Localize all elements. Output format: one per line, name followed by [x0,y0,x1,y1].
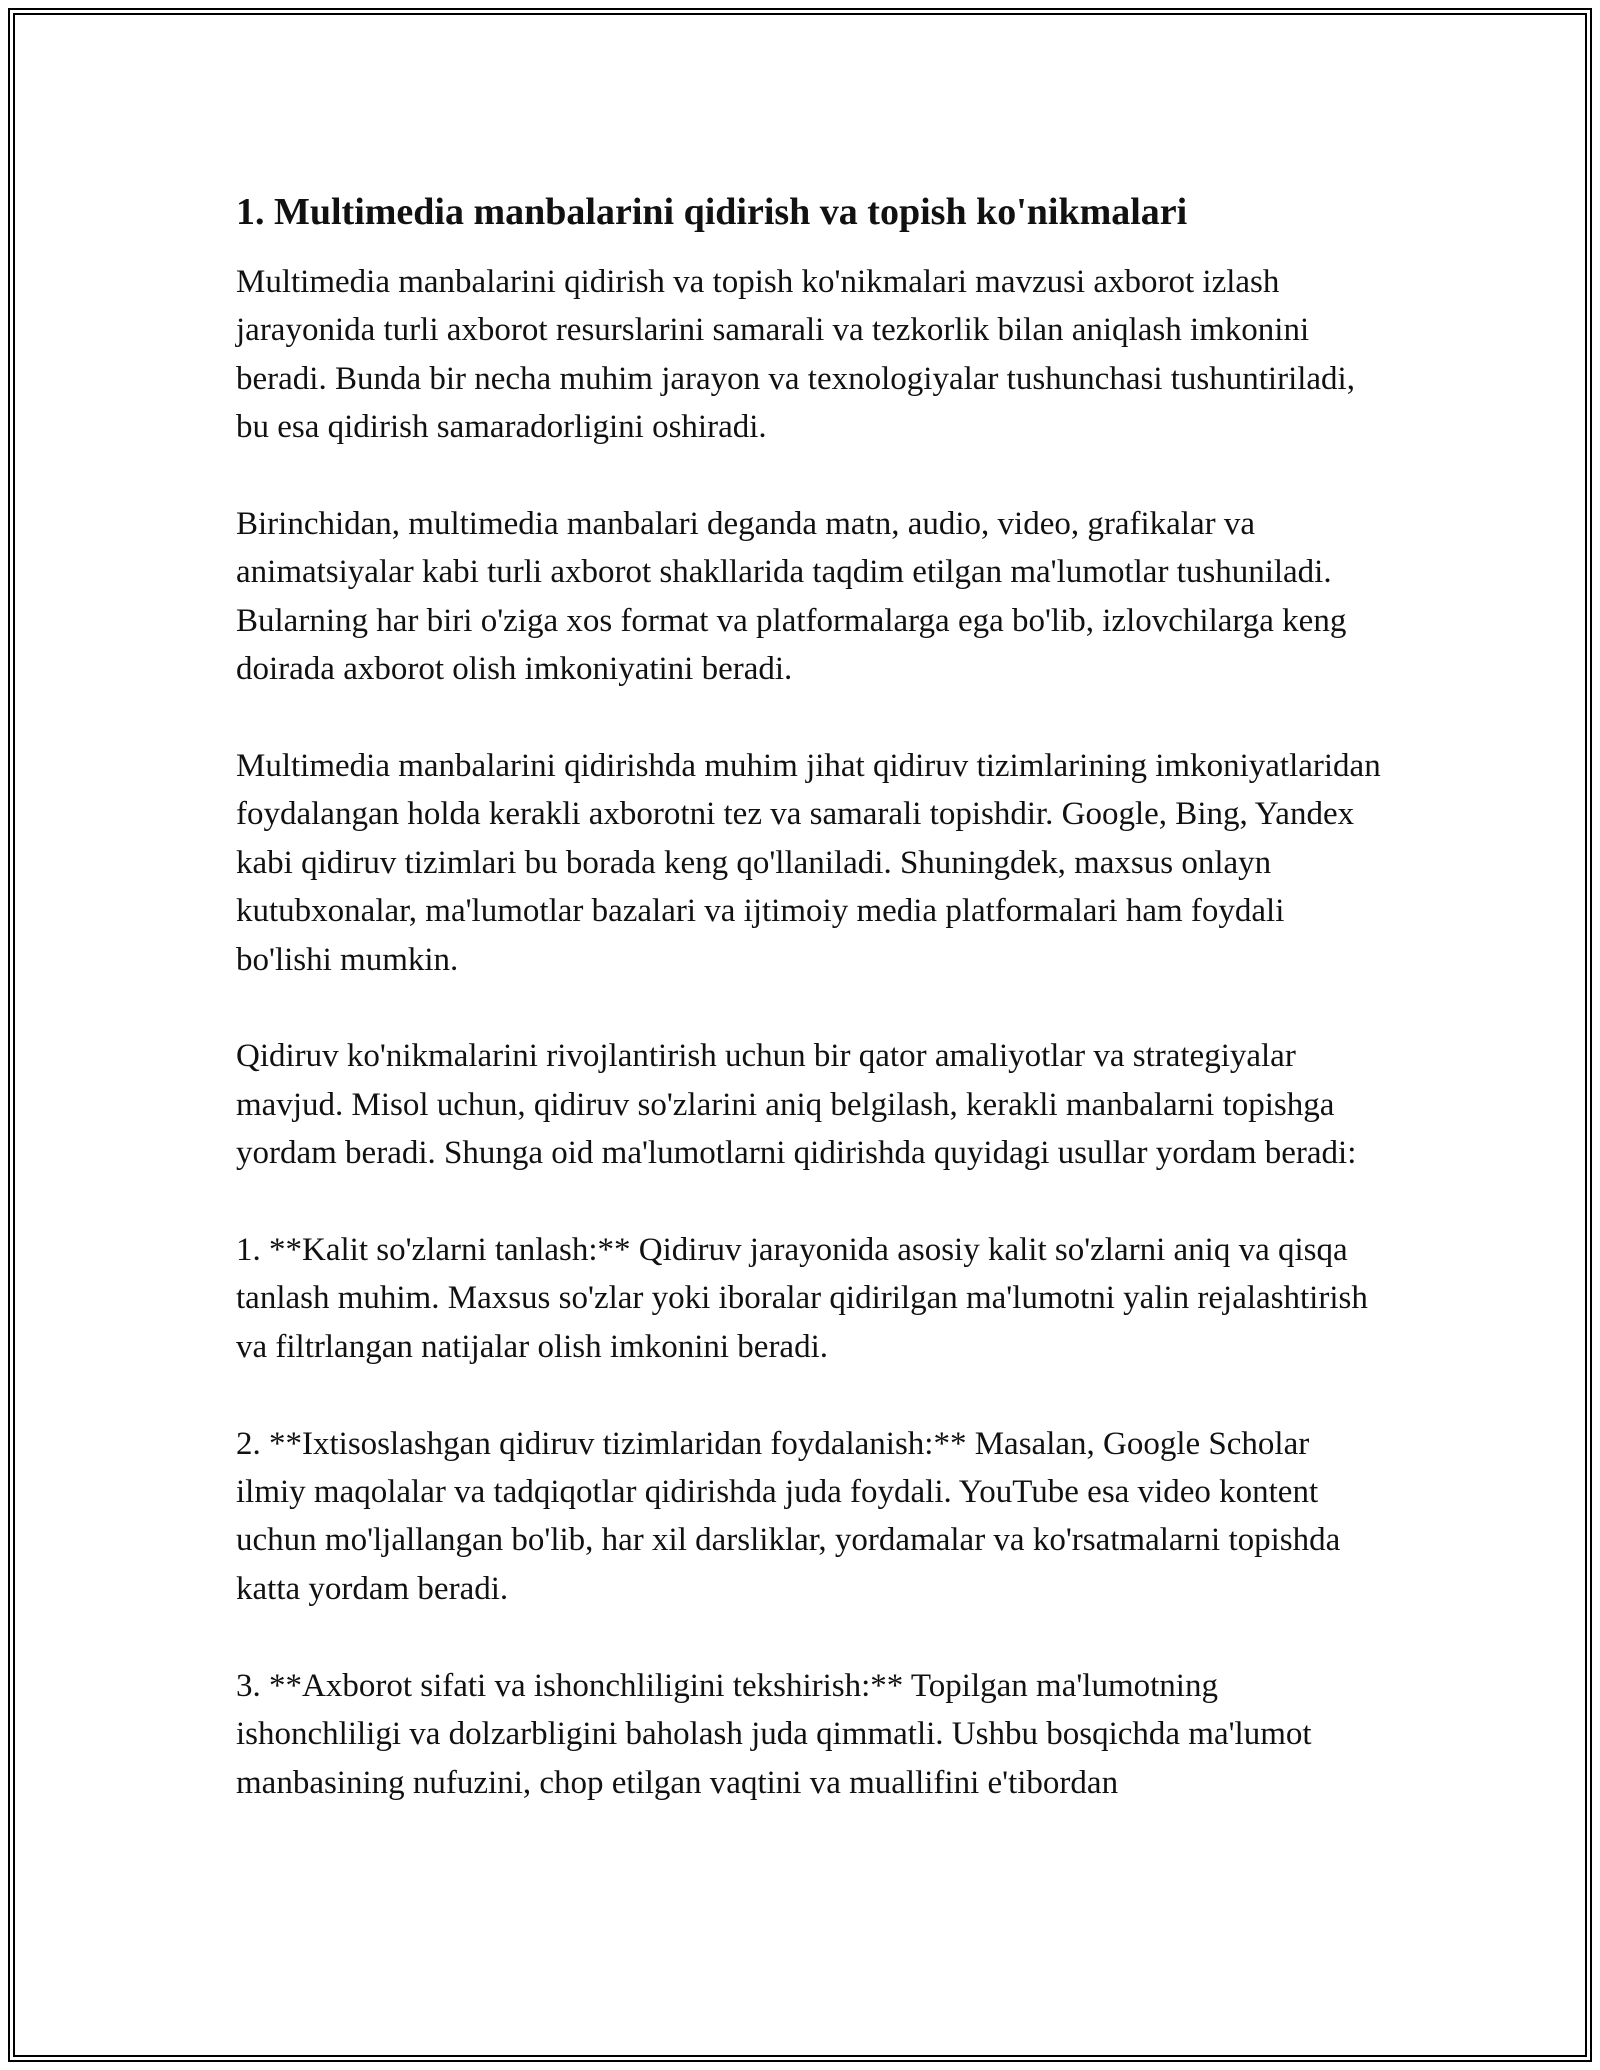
list-item-reliability: 3. **Axborot sifati va ishonchliligini tekshirish:** Topilgan ma'lumotning ishonchliligi va dolzarbligini baholash juda qimmatli. Ushbu bosqichda ma'lumot manbasining nufuzini, chop etilgan vaqtini va muallifini e'tibordan [236,1667,1312,1801]
paragraph-definition: Birinchidan, multimedia manbalari deganda matn, audio, video, grafikalar va animatsiyalar kabi turli axborot shakllarida taqdim etilgan ma'lumotlar tushuniladi. Bularning har biri o'ziga xos format va platformalarga ega bo'lib, izlovchilarga keng doirada axborot olish imkoniyatini beradi. [236,506,1347,688]
paragraph-search-engines: Multimedia manbalarini qidirishda muhim jihat qidiruv tizimlarining imkoniyatlaridan foydalangan holda kerakli axborotni tez va samarali topishdir. Google, Bing, Yandex kabi qidiruv tizimlari bu borada keng qo'llaniladi. Shuningdek, maxsus onlayn kutubxonalar, ma'lumotlar bazalari va ijtimoiy media platformalari ham foydali bo'lishi mumkin. [236,748,1381,978]
paragraph-strategies: Qidiruv ko'nikmalarini rivojlantirish uchun bir qator amaliyotlar va strategiyalar mavjud. Misol uchun, qidiruv so'zlarini aniq belgilash, kerakli manbalarni topishga yordam beradi. Shunga oid ma'lumotlarni qidirishda quyidagi usullar yordam beradi: [236,1038,1357,1172]
document-title: 1. Multimedia manbalarini qidirish va topish ko'nikmalari [236,191,1188,233]
document-body [236,188,1386,1807]
paragraph-intro: Multimedia manbalarini qidirish va topish ko'nikmalari mavzusi axborot izlash jarayonida turli axborot resurslarini samarali va tezkorlik bilan aniqlash imkonini beradi. Bunda bir necha muhim jarayon va texnologiyalar tushunchasi tushuntiriladi, bu esa qidirish samaradorligini oshiradi. [236,264,1355,446]
list-item-specialized-engines: 2. **Ixtisoslashgan qidiruv tizimlaridan foydalanish:** Masalan, Google Scholar ilmiy maqolalar va tadqiqotlar qidirishda juda foydali. YouTube esa video kontent uchun mo'ljallangan bo'lib, har xil darsliklar, yordamalar va ko'rsatmalarni topishda katta yordam beradi. [236,1425,1341,1607]
list-item-keywords: 1. **Kalit so'zlarni tanlash:** Qidiruv jarayonida asosiy kalit so'zlarni aniq va qisqa tanlash muhim. Maxsus so'zlar yoki iboralar qidirilgan ma'lumotni yalin rejalashtirish va filtrlangan natijalar olish imkonini beradi. [236,1232,1368,1365]
